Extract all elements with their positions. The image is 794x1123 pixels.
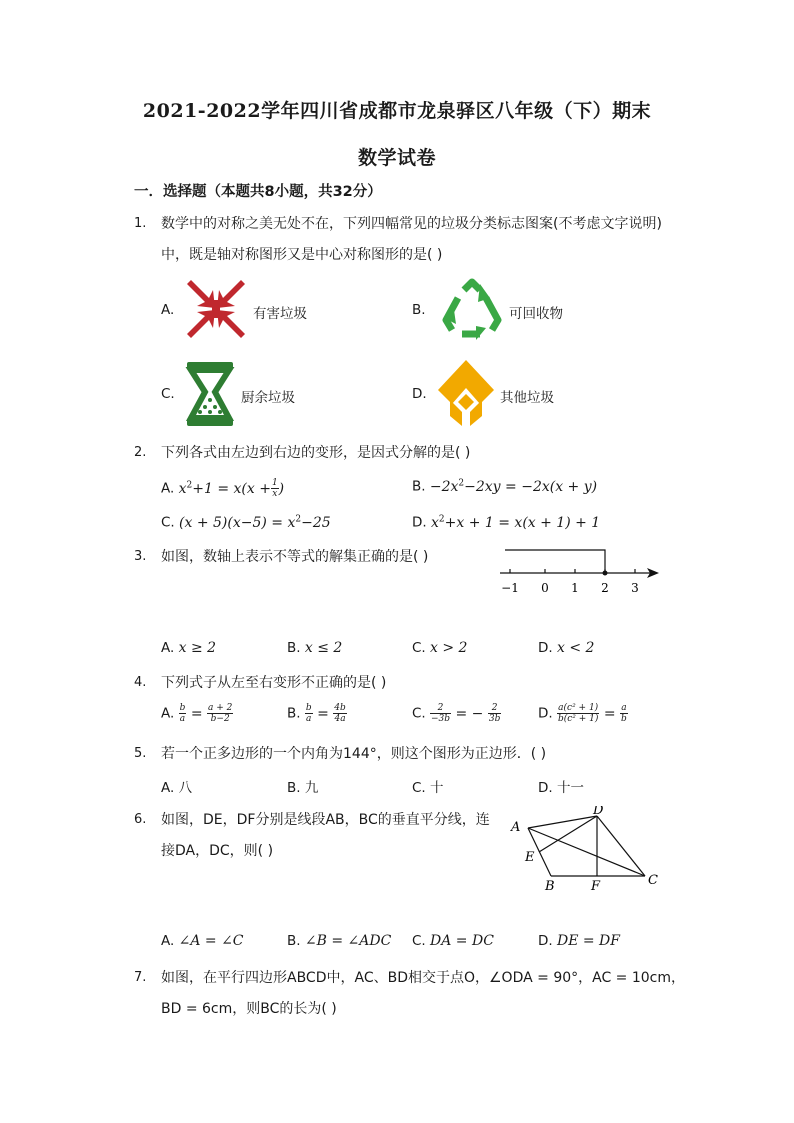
option-letter: B.: [287, 640, 301, 656]
numerator: 1: [271, 478, 278, 488]
numerator: b: [179, 703, 186, 713]
option-4b[interactable]: [287, 703, 347, 724]
option-expr: x > 2: [430, 640, 468, 656]
question-text: 如图，数轴上表示不等式的解集正确的是( ): [161, 549, 429, 565]
tick-label: 3: [631, 581, 639, 595]
option-expr: DA = DC: [430, 933, 494, 949]
denominator: b−2: [210, 714, 230, 724]
question-text: 下列式子从左至右变形不正确的是( ): [161, 675, 387, 691]
fraction: [430, 703, 451, 724]
numerator: a + 2: [208, 703, 233, 713]
question-text: BD = 6cm，则BC的长为( ): [161, 1001, 337, 1017]
denominator: b(c² + 1): [557, 714, 599, 724]
question-number: 6.: [134, 812, 147, 827]
numerator: 2: [430, 703, 451, 714]
option-label: 其他垃圾: [500, 390, 554, 406]
fraction: [333, 703, 347, 724]
fraction: [271, 478, 279, 499]
fraction: [207, 703, 233, 724]
option-letter: A.: [161, 705, 175, 722]
option-letter: A.: [161, 302, 175, 318]
option-label: 有害垃圾: [253, 306, 307, 322]
option-letter: D.: [538, 780, 553, 796]
exponent: 2: [438, 514, 445, 524]
option-expr: 十一: [556, 780, 584, 796]
geometry-figure: [505, 806, 667, 896]
question-number: 3.: [134, 549, 147, 564]
point-label: C: [648, 873, 658, 888]
page-subtitle: 数学试卷: [357, 147, 436, 169]
option-5c[interactable]: [412, 776, 444, 796]
numerator: a(c² + 1): [558, 703, 599, 713]
option-3d[interactable]: [538, 640, 594, 656]
question-number: 5.: [134, 746, 147, 761]
operator: =: [190, 705, 203, 722]
question-text: 若一个正多边形的一个内角为144°，则这个图形为正边形．( ): [161, 746, 547, 762]
fraction: [179, 703, 187, 724]
question-number: 2.: [134, 445, 147, 460]
fraction: [305, 703, 313, 724]
option-letter: D.: [538, 640, 553, 656]
denominator: a: [179, 714, 186, 724]
option-letter: D.: [412, 514, 427, 531]
number-line-figure: [495, 542, 665, 602]
question-number: 7.: [134, 970, 147, 985]
option-6d[interactable]: [538, 933, 620, 949]
option-expr: x ≤ 2: [304, 640, 343, 656]
option-letter: C.: [412, 780, 426, 796]
numerator: b: [305, 703, 312, 713]
option-letter: C.: [161, 514, 175, 531]
section-header: 一．选择题（本题共8小题，共32分）: [134, 184, 382, 200]
point-label: A: [511, 820, 521, 835]
option-expr: DE = DF: [556, 933, 620, 949]
option-expr: ∠A = ∠C: [178, 933, 244, 949]
numerator: 2: [488, 703, 502, 714]
option-expr: 九: [304, 780, 319, 796]
denominator: x: [272, 489, 278, 499]
option-letter: A.: [161, 780, 175, 796]
hazardous-waste-icon: [185, 278, 247, 340]
option-letter: D.: [538, 933, 553, 949]
exponent: 2: [295, 514, 302, 524]
option-letter: B.: [412, 478, 426, 495]
option-letter: D.: [412, 386, 427, 402]
expr-part: +1 = x(x +: [192, 480, 271, 497]
option-letter: C.: [412, 640, 426, 656]
option-expr: 十: [430, 780, 444, 796]
operator: = −: [455, 705, 484, 722]
option-5a[interactable]: [161, 776, 192, 796]
option-letter: B.: [412, 302, 426, 318]
option-letter: B.: [287, 780, 301, 796]
question-text: 接DA，DC，则( ): [161, 843, 274, 859]
operator: =: [603, 705, 616, 722]
expr-part: −25: [301, 514, 331, 531]
expr-part: (x + 5)(x−5) = x: [179, 514, 296, 531]
expr-part: +x + 1 = x(x + 1) + 1: [444, 514, 601, 531]
option-label: 厨余垃圾: [241, 390, 295, 406]
option-4a[interactable]: [161, 703, 233, 724]
numerator: a: [621, 703, 627, 713]
numerator: 4b: [334, 703, 346, 713]
option-2d[interactable]: [412, 514, 600, 531]
option-letter: A.: [161, 480, 175, 497]
option-letter: A.: [161, 933, 175, 949]
question-text: 下列各式由左边到右边的变形，是因式分解的是( ): [161, 445, 471, 461]
question-text: 如图，DE，DF分别是线段AB，BC的垂直平分线，连: [161, 812, 490, 828]
option-letter: C.: [412, 933, 426, 949]
tick-label: 2: [601, 581, 609, 595]
point-label: B: [545, 879, 555, 894]
question-text: 中，既是轴对称图形又是中心对称图形的是( ): [161, 247, 443, 263]
expr-part: −2xy = −2x(x + y): [464, 478, 598, 495]
option-letter: A.: [161, 640, 175, 656]
question-text: 如图，在平行四边形ABCD中，AC、BD相交于点O，∠ODA = 90°，AC = 10cm，: [161, 970, 686, 986]
option-5b[interactable]: [287, 776, 318, 796]
fraction: [557, 703, 599, 724]
question-text: 数学中的对称之美无处不在，下列四幅常见的垃圾分类标志图案(不考虑文字说明): [161, 216, 662, 232]
point-label: F: [591, 879, 601, 894]
expr-part: x: [178, 480, 187, 497]
point-label: D: [593, 806, 604, 818]
option-letter: B.: [287, 933, 301, 949]
operator: =: [317, 705, 329, 722]
kitchen-waste-icon: [185, 360, 235, 428]
option-letter: B.: [287, 705, 301, 722]
option-letter: C.: [412, 705, 426, 722]
point-label: E: [525, 850, 535, 865]
page-title: 2021-2022学年四川省成都市龙泉驿区八年级（下）期末: [142, 100, 652, 122]
option-6c[interactable]: [412, 933, 494, 949]
option-6a[interactable]: [161, 933, 244, 949]
question-number: 1.: [134, 216, 147, 231]
option-letter: D.: [538, 705, 553, 722]
tick-label: −1: [501, 581, 519, 595]
question-number: 4.: [134, 675, 147, 690]
denominator: 4a: [334, 714, 346, 724]
option-3c[interactable]: [412, 640, 467, 656]
expr-part: −2x: [429, 478, 459, 495]
denominator: a: [306, 714, 312, 724]
fraction: [488, 703, 502, 724]
denominator: 3b: [488, 714, 501, 724]
option-expr: x ≥ 2: [178, 640, 217, 656]
option-expr: 八: [178, 780, 193, 796]
other-waste-icon: [436, 358, 496, 428]
tick-label: 0: [541, 581, 549, 595]
tick-label: 1: [571, 581, 579, 595]
option-3a[interactable]: [161, 640, 216, 656]
exponent: 2: [186, 479, 193, 490]
option-2a[interactable]: [161, 478, 284, 499]
option-6b[interactable]: [287, 933, 391, 949]
option-5d[interactable]: [538, 776, 584, 796]
option-3b[interactable]: [287, 640, 342, 656]
denominator: −3b: [431, 714, 451, 724]
option-expr: x < 2: [556, 640, 595, 656]
expr-part: x: [430, 514, 439, 531]
exponent: 2: [458, 478, 465, 488]
denominator: b: [621, 714, 627, 724]
option-2c[interactable]: [161, 514, 331, 531]
option-letter: C.: [161, 386, 175, 402]
option-2b[interactable]: [412, 478, 597, 495]
expr-part: ): [278, 480, 285, 497]
option-4c[interactable]: [412, 703, 501, 724]
option-expr: ∠B = ∠ADC: [304, 933, 392, 949]
option-label: 可回收物: [509, 306, 563, 322]
recyclable-icon: [440, 278, 504, 340]
option-4d[interactable]: [538, 703, 628, 724]
fraction: [620, 703, 628, 724]
